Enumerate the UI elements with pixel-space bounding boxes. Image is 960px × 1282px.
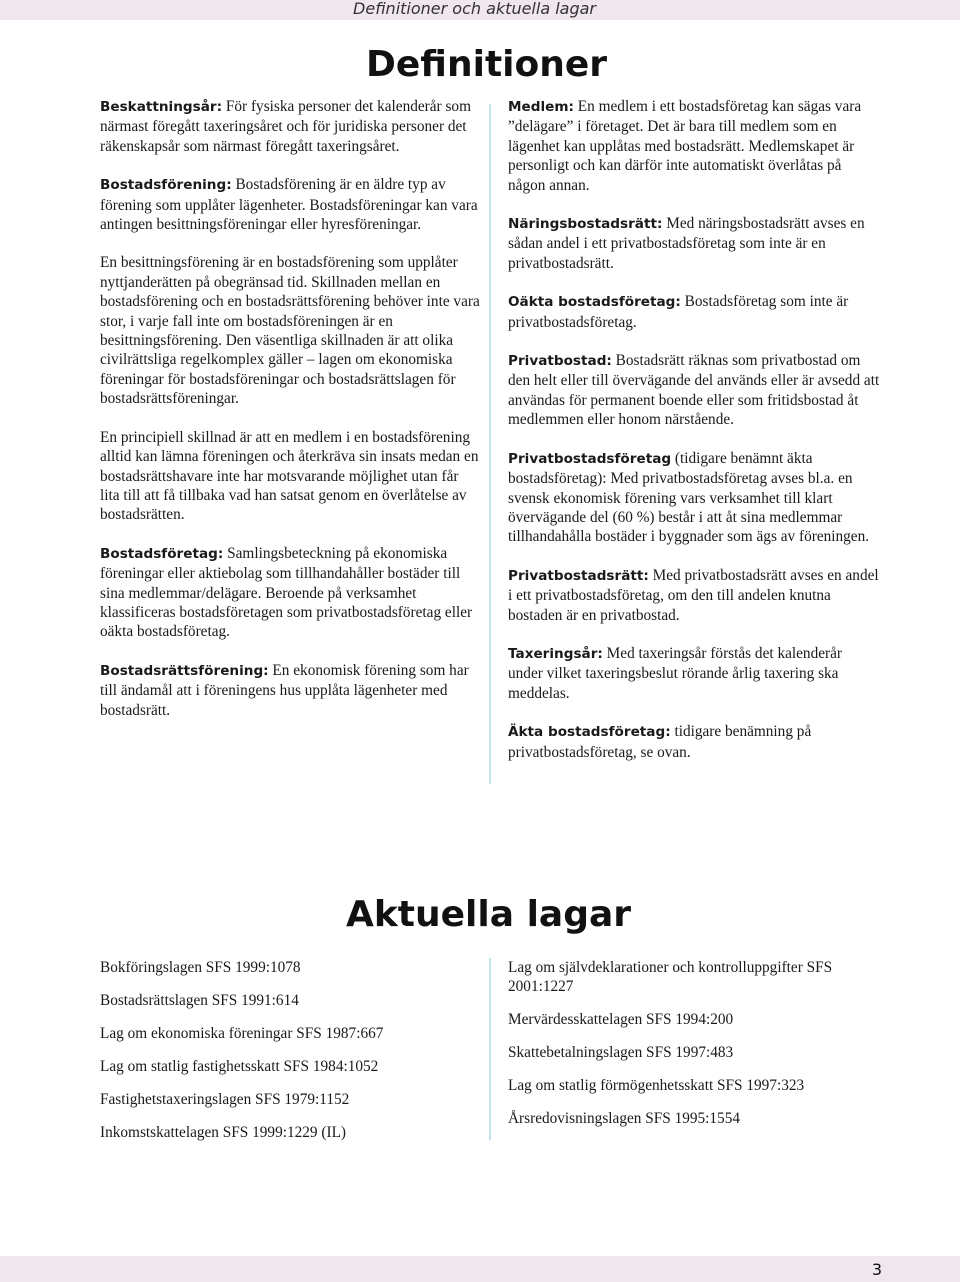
definition-term: Näringsbostadsrätt: xyxy=(508,216,663,233)
law-item: Inkomstskattelagen SFS 1999:1229 (IL) xyxy=(100,1124,347,1141)
definition-term: Oäkta bostadsföretag: xyxy=(508,294,681,311)
definition-text: Med taxeringsår förstås det kalenderår under vilket taxeringsbeslut rörande årlig taxering ska meddelas. xyxy=(508,644,842,702)
definition-text: (tidigare benämnt äkta bostadsföretag): Med privatbostadsföretag avses bl.a. en svensk ekonomisk förening vars verksamhet till klart övervägande del (60 %) består i att åt sina medlemmar tillhandahålla bostäder i byggnader som ägs av föreningen. xyxy=(508,449,870,546)
law-item: Bostadsrättslagen SFS 1991:614 xyxy=(100,992,299,1009)
laws-divider xyxy=(489,958,491,1140)
definition-text: Med privatbostadsrätt avses en andel i ett privatbostadsföretag, om den till andelen knutna bostaden är en privatbostad. xyxy=(508,566,879,624)
laws-right-list xyxy=(508,958,878,1142)
definition-naringsbostadsratt xyxy=(508,214,880,273)
header-band xyxy=(0,0,960,20)
definitions-right-column xyxy=(508,97,880,781)
definition-text: En besittningsförening är en bostadsförening som upplåter nyttjanderätten på obegränsad tid. Skillnaden mellan en bostadsförening och en bostadsrättsförening behöver inte vara stor, i varje fall inte om bostadsföreningen är en besittningsförening. Den väsentliga skillnaden är att olika civilrättsliga regelkomplex gäller – lagen om ekonomiska föreningar för bostadsföreningar och bostadsrättslagen för bostadsrättsföreningar. xyxy=(100,254,480,408)
definitions-left-column xyxy=(100,97,480,739)
definition-bostadsrattsforening xyxy=(100,661,480,720)
definition-text: Bostadsförening är en äldre typ av förening som upplåter lägenheter. Bostadsföreningar kan vara antingen besittningsföreningar eller hyresföreningar. xyxy=(100,176,478,234)
definition-text: Bostadsrätt räknas som privatbostad om den helt eller till övervägande del används eller är avsedd att användas för permanent boende eller som fritidsbostad åt medlemmen eller honom närstående. xyxy=(508,352,880,429)
law-item: Bokföringslagen SFS 1999:1078 xyxy=(100,959,301,976)
law-item: Skattebetalningslagen SFS 1997:483 xyxy=(508,1044,734,1061)
definition-term: Privatbostadsföretag xyxy=(508,450,672,467)
definition-privatbostad xyxy=(508,351,880,430)
definition-privatbostadsforetag xyxy=(508,449,880,547)
footer-band xyxy=(0,1256,960,1282)
definition-oakta-bostadsforetag xyxy=(508,292,880,332)
definition-text: Bostadsföretag som inte är privatbostadsföretag. xyxy=(508,293,849,331)
definition-term: Bostadsrättsförening: xyxy=(100,662,269,679)
definition-paragraph xyxy=(100,428,480,525)
definition-paragraph xyxy=(100,253,480,408)
definition-text: En medlem i ett bostadsföretag kan sägas vara ”delägare” i företaget. Det är bara till medlem som en lägenhet kan upplåtas med bostadsrätt. Medlemskapet är personligt och kan därför inte automatiskt överlåtas på någon annan. xyxy=(508,98,862,194)
law-item: Årsredovisningslagen SFS 1995:1554 xyxy=(508,1110,741,1127)
definition-akta-bostadsforetag xyxy=(508,722,880,762)
laws-left-list xyxy=(100,958,470,1156)
definition-term: Beskattningsår: xyxy=(100,99,223,115)
definition-medlem xyxy=(508,97,880,195)
definition-text: Med näringsbostadsrätt avses en sådan andel i ett privatbostadsföretag som inte är en privatbostadsrätt. xyxy=(508,215,865,272)
definition-term: Privatbostad: xyxy=(508,353,612,370)
definition-term: Äkta bostadsföretag: xyxy=(508,724,671,741)
law-item: Lag om statlig fastighetsskatt SFS 1984:1052 xyxy=(100,1058,379,1075)
definition-term: Bostadsförening: xyxy=(100,177,232,194)
definition-term: Taxeringsår: xyxy=(508,645,603,662)
definition-bostadsforetag xyxy=(100,544,480,642)
law-item: Fastighetstaxeringslagen SFS 1979:1152 xyxy=(100,1091,350,1108)
law-item: Lag om självdeklarationer och kontrolluppgifter SFS 2001:1227 xyxy=(508,959,833,995)
laws-title: Aktuella lagar xyxy=(346,894,632,935)
definition-bostadsforening xyxy=(100,175,480,234)
definition-text: För fysiska personer det kalenderår som närmast föregått taxeringsåret och för juridiska personer det räkenskapsår som närmast föregått taxeringsåret. xyxy=(100,98,471,155)
definition-beskattningsar xyxy=(100,97,480,156)
definition-term: Bostadsföretag: xyxy=(100,545,224,562)
page-number: 3 xyxy=(871,1260,882,1279)
running-title: Definitioner och aktuella lagar xyxy=(353,0,596,18)
definition-text: En ekonomisk förening som har till ändamål att i föreningens hus upplåta lägenheter med bostadsrätt. xyxy=(100,661,469,719)
law-item: Mervärdesskattelagen SFS 1994:200 xyxy=(508,1011,734,1028)
definition-taxeringsar xyxy=(508,644,880,703)
definition-text: En principiell skillnad är att en medlem i en bostadsförening alltid kan lämna föreningen och återkräva sin insats medan en bostadsrättshavare inte har motsvarande möjlighet utan får lita till att få tillbaka vad han satsat genom en överlåtelse av bostadsrätten. xyxy=(100,428,479,524)
law-item: Lag om statlig förmögenhetsskatt SFS 1997:323 xyxy=(508,1077,805,1094)
column-divider xyxy=(489,104,491,784)
definition-text: tidigare benämning på privatbostadsföretag, se ovan. xyxy=(508,723,812,761)
law-item: Lag om ekonomiska föreningar SFS 1987:667 xyxy=(100,1025,384,1042)
definition-term: Medlem: xyxy=(508,99,574,115)
definition-privatbostadsratt xyxy=(508,566,880,625)
definition-term: Privatbostadsrätt: xyxy=(508,567,649,584)
definitions-title: Definitioner xyxy=(366,44,608,85)
definition-text: Samlingsbeteckning på ekonomiska föreningar eller aktiebolag som tillhandahåller bostäder till sina medlemmar/delägare. Beroende på verksamhet klassificeras bostadsföretagen som privatbostadsföretag eller oäkta bostadsföretag. xyxy=(100,544,473,641)
